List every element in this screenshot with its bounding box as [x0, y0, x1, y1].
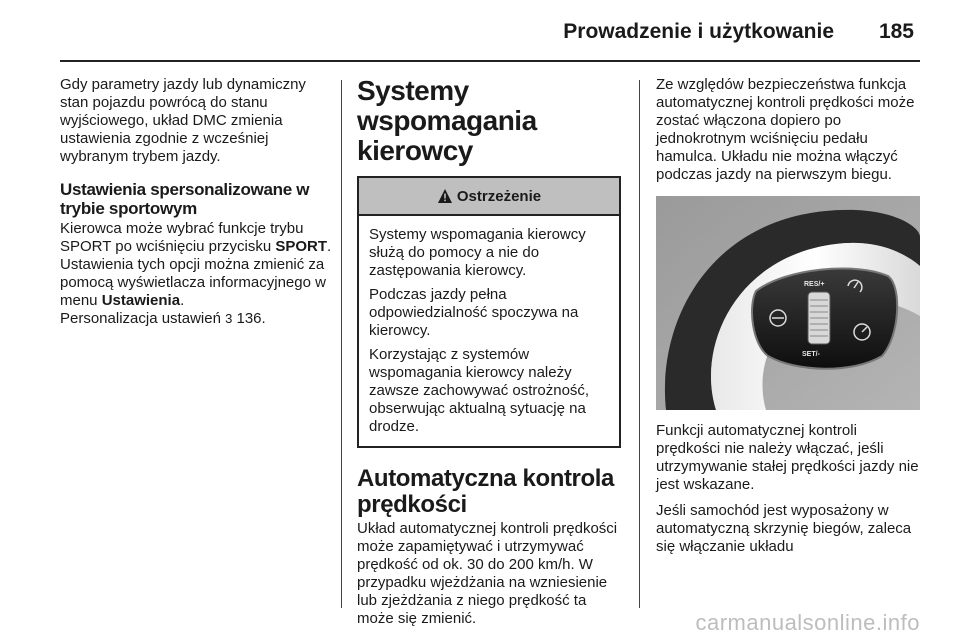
warning-body	[359, 216, 619, 446]
page-header	[60, 12, 920, 56]
text-run: Personalizacja ustawień	[60, 310, 226, 327]
steering-wheel-controls-drawing	[656, 196, 920, 410]
column-middle	[357, 76, 627, 636]
column-right	[656, 76, 922, 564]
sport-settings-paragraph	[60, 220, 334, 328]
warning-box	[357, 176, 621, 448]
warning-header	[359, 178, 619, 216]
usage-paragraph: Funkcji automatycznej kontroli prędkości nie należy włączać, jeśli utrzymywanie stałej prędkości jazdy nie jest wskazane.	[656, 422, 919, 493]
page-reference-icon[interactable]: 3	[225, 311, 233, 326]
warning-paragraph: Podczas jazdy pełna odpowiedzialność spoczywa na kierowcy.	[369, 286, 579, 339]
set-label: SET/-	[802, 351, 820, 358]
section-heading-cruise-control: Automatyczna kontrola prędkości	[357, 465, 614, 518]
res-label: RES/+	[804, 281, 825, 288]
header-divider	[60, 60, 920, 62]
text-run: . Ustawienia tych opcji można zmienić za pomocą wyświetlacza informacyjnego w menu	[60, 238, 332, 309]
text-run: .	[180, 292, 185, 309]
cruise-control-paragraph: Układ automatycznej kontroli prędkości może zapamiętywać i utrzymywać prędkość od ok. 30 do 200 km/h. W przypadku wjeżdżania na wzniesienie lub zjeżdżania z niego prędkość ta może się zmienić.	[357, 520, 618, 627]
warning-paragraph: Korzystając z systemów wspomagania kierowcy należy zawsze zachowywać ostrożność, obserwując aktualną sytuację na drodze.	[369, 346, 590, 435]
sport-button-label: SPORT	[275, 238, 328, 255]
warning-title: Ostrzeżenie	[456, 187, 542, 205]
warning-paragraph: Systemy wspomagania kierowcy służą do pomocy a nie do zastępowania kierowcy.	[369, 226, 586, 279]
section-heading: Systemy wspomagania kierowcy	[357, 75, 537, 166]
column-divider	[639, 80, 640, 608]
page-number: 185	[878, 20, 914, 43]
column-divider	[341, 80, 342, 608]
automatic-gearbox-paragraph: Jeśli samochód jest wyposażony w automatyczną skrzynię biegów, zaleca się włączanie układu	[656, 502, 912, 555]
settings-menu-label: Ustawienia	[101, 292, 181, 309]
steering-wheel-illustration	[656, 196, 920, 410]
section-subheading: Ustawienia spersonalizowane w trybie sportowym	[60, 180, 310, 218]
intro-paragraph: Gdy parametry jazdy lub dynamiczny stan pojazdu powrócą do stanu wyjściowego, układ DMC zmienia ustawienia zgodnie z wcześniej wybranym trybem jazdy.	[60, 76, 306, 165]
column-left	[60, 76, 334, 336]
text-run: Kierowca może wybrać funkcje trybu SPORT po wciśnięciu przycisku	[60, 220, 304, 255]
safety-paragraph: Ze względów bezpieczeństwa funkcja automatycznej kontroli prędkości może zostać włączona dopiero po jednokrotnym wciśnięciu pedału hamulca. Układu nie można włączyć podczas jazdy na pierwszym biegu.	[656, 76, 915, 183]
warning-triangle-icon	[437, 188, 453, 204]
page-reference[interactable]: 136.	[232, 310, 266, 327]
page-title: Prowadzenie i użytkowanie	[563, 20, 834, 43]
watermark: carmanualsonline.info	[695, 610, 920, 635]
